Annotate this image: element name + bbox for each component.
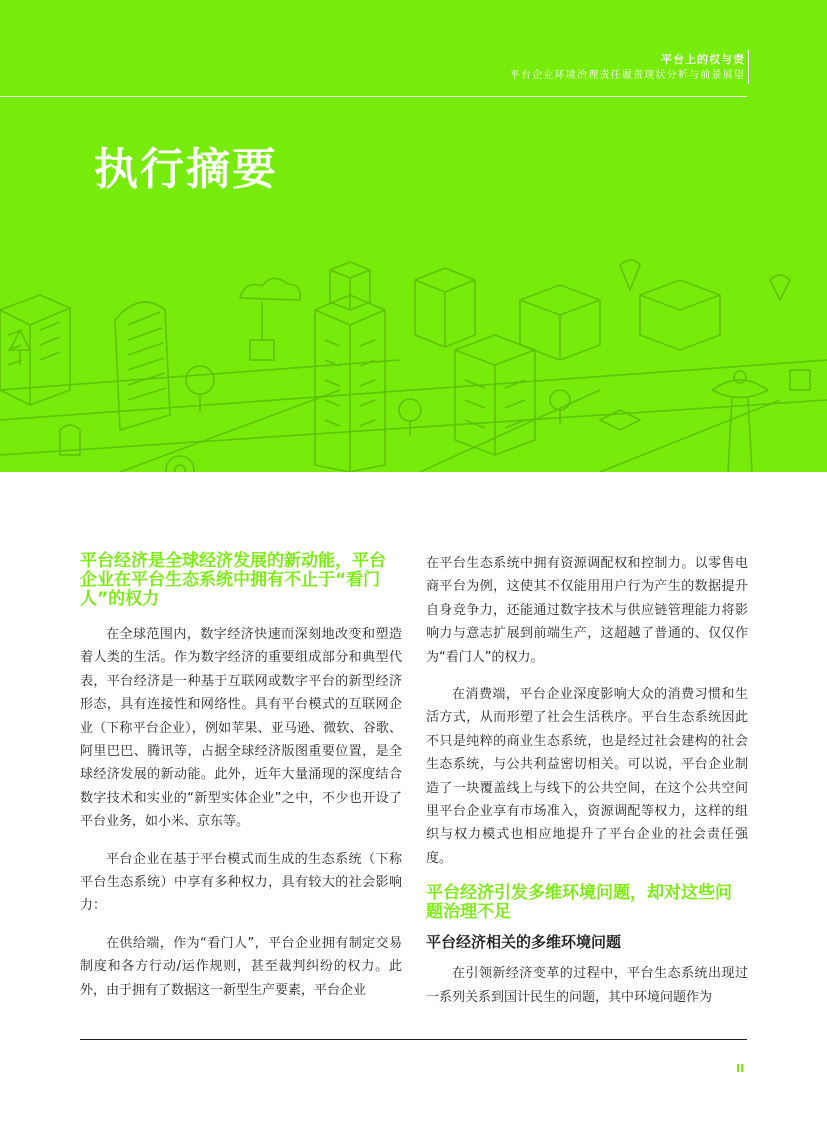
paragraph: 平台企业在基于平台模式而生成的生态系统（下称平台生态系统）中享有多种权力，具有较大的社会影响力： [80,851,402,914]
report-title: 平台上的权与责 [661,53,745,66]
paragraph-continuation: 在平台生态系统中拥有资源调配权和控制力。以零售电商平台为例，这使其不仅能用用户行为产生的数据提升自身竞争力，还能通过数字技术与供应链管理能力将影响力与意志扩展到前端生产，这超越了普通的、仅仅作为“看门人”的权力。 [426,556,748,665]
footer-rule [80,1039,747,1040]
paragraph: 在全球范围内，数字经济快速而深刻地改变和塑造着人类的生活。作为数字经济的重要组成部分和典型代表，平台经济是一种基于互联网或数字平台的新型经济形态，具有连接性和网络性。具有平台模式的互联网企业（下称平台企业），例如苹果、亚马逊、微软、谷歌、阿里巴巴、腾讯等，占据全球经济版图重要位置，是全球经济发展的新动能。此外，近年大量涌现的深度结合数字技术和实业的“新型实体企业”之中，不少也开设了平台业务，如小米、京东等。 [80,627,402,830]
subsection-heading: 平台经济相关的多维环境问题 [426,933,622,952]
page-number: II [736,1062,745,1075]
left-column [80,552,402,1002]
running-header [510,52,745,83]
header-divider [748,50,749,84]
section-heading: 平台经济是全球经济发展的新动能，平台企业在平台生态系统中拥有不止于“看门人”的权力 [80,551,386,609]
city-illustration [0,240,827,472]
page-title: 执行摘要 [94,144,278,195]
paragraph: 在引领新经济变革的过程中，平台生态系统出现过一系列关系到国计民生的问题，其中环境问题作为 [426,966,748,1005]
section-heading: 平台经济引发多维环境问题，却对这些问题治理不足 [426,883,732,923]
paragraph: 在消费端，平台企业深度影响大众的消费习惯和生活方式，从而形塑了社会生活秩序。平台生态系统因此不只是纯粹的商业生态系统，也是经过社会建构的社会生态系统，与公共利益密切相关。可以说，平台企业制造了一块覆盖线上与线下的公共空间，在这个公共空间里平台企业享有市场准入，资源调配等权力，这样的组织与权力模式也相应地提升了平台企业的社会责任强度。 [426,687,748,866]
hero-banner [0,0,827,472]
paragraph: 在供给端，作为“看门人”，平台企业拥有制定交易制度和各方行动/运作规则，甚至裁判纠纷的权力。此外，由于拥有了数据这一新型生产要素，平台企业 [80,935,402,998]
right-column [426,552,748,1009]
header-rule [0,96,747,97]
report-subtitle: 平台企业环境治理责任履责现状分析与前景展望 [509,70,745,81]
